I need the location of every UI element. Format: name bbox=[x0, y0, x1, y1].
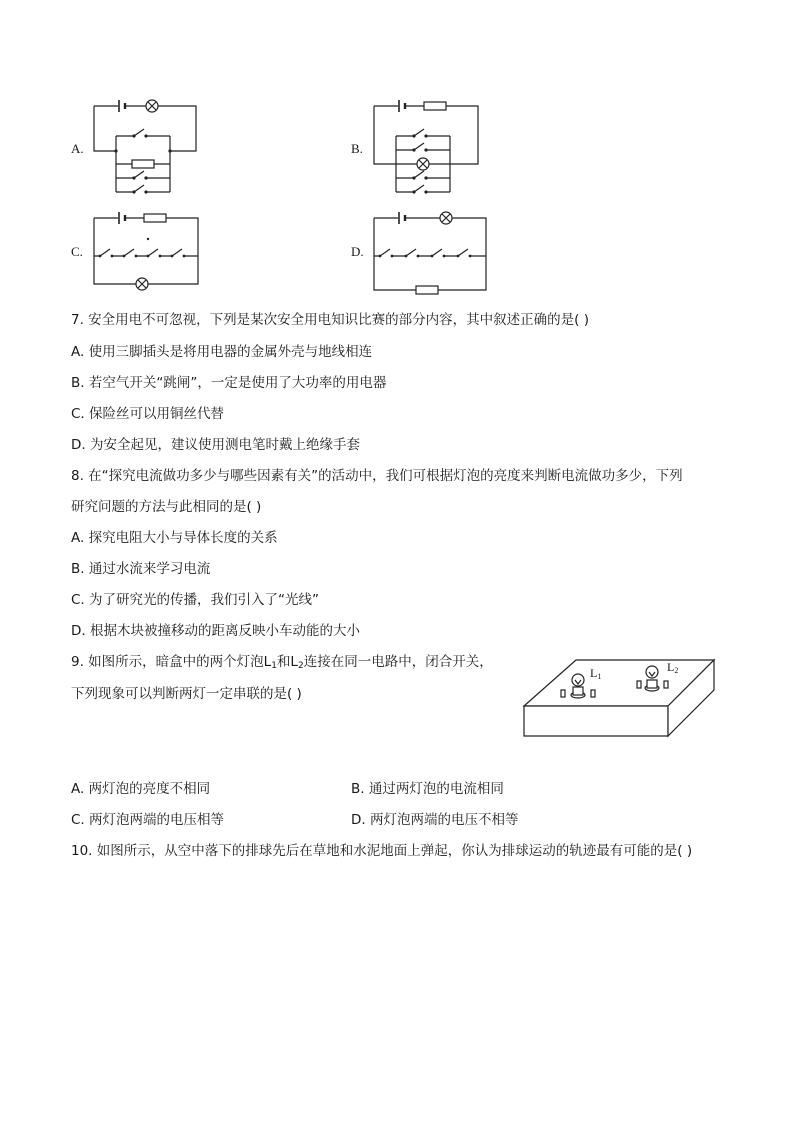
question-7-option-b: B. 若空气开关“跳闸”，一定是使用了大功率的用电器 bbox=[71, 375, 387, 391]
option-label-a: A. bbox=[71, 141, 84, 156]
question-9-stem-line-1 bbox=[71, 652, 493, 676]
circuit-diagram-a bbox=[86, 96, 206, 200]
question-10-stem: 10. 如图所示，从空中落下的排球先后在草地和水泥地面上弹起，你认为排球运动的轨迹最有可能的是( ) bbox=[71, 843, 693, 859]
circuit-diagram-c bbox=[86, 206, 206, 294]
question-8-option-b: B. 通过水流来学习电流 bbox=[71, 561, 211, 577]
circuit-diagram-b bbox=[366, 96, 486, 200]
dark-box-figure bbox=[518, 650, 722, 742]
subscript: 1 bbox=[271, 661, 277, 671]
question-8-option-d: D. 根据木块被撞移动的距离反映小车动能的大小 bbox=[71, 623, 360, 639]
option-label-b: B. bbox=[351, 141, 363, 156]
question-9-option-a: A. 两灯泡的亮度不相同 bbox=[71, 781, 211, 797]
question-8-stem-line-1: 8. 在“探究电流做功多少与哪些因素有关”的活动中，我们可根据灯泡的亮度来判断电流做功多少，下列 bbox=[71, 468, 683, 484]
question-9-option-b: B. 通过两灯泡的电流相同 bbox=[351, 781, 504, 797]
stem-text: 9. 如图所示，暗盒中的两个灯泡L bbox=[71, 654, 272, 670]
option-label-d: D. bbox=[351, 244, 364, 259]
stem-text: 连接在同一电路中，闭合开关， bbox=[303, 654, 493, 670]
question-8-option-c: C. 为了研究光的传播，我们引入了“光线” bbox=[71, 592, 319, 608]
subscript: 1 bbox=[597, 672, 602, 681]
bulb-l1-label bbox=[590, 666, 601, 681]
question-8-option-a: A. 探究电阻大小与导体长度的关系 bbox=[71, 530, 278, 546]
stem-text: 和L bbox=[276, 654, 298, 670]
question-7-stem: 7. 安全用电不可忽视，下列是某次安全用电知识比赛的部分内容，其中叙述正确的是( ) bbox=[71, 312, 589, 328]
subscript: 2 bbox=[674, 666, 679, 675]
question-7-option-a: A. 使用三脚插头是将用电器的金属外壳与地线相连 bbox=[71, 344, 373, 360]
question-9-option-c: C. 两灯泡两端的电压相等 bbox=[71, 812, 225, 828]
circuit-diagram-d bbox=[366, 206, 494, 296]
label-text: L bbox=[667, 660, 675, 674]
option-label-c: C. bbox=[71, 244, 83, 259]
question-9-option-d: D. 两灯泡两端的电压不相等 bbox=[351, 812, 519, 828]
question-9-stem-line-2: 下列现象可以判断两灯一定串联的是( ) bbox=[71, 686, 302, 702]
question-7-option-d: D. 为安全起见，建议使用测电笔时戴上绝缘手套 bbox=[71, 437, 360, 453]
question-7-option-c: C. 保险丝可以用铜丝代替 bbox=[71, 406, 225, 422]
subscript: 2 bbox=[297, 661, 304, 671]
question-8-stem-line-2: 研究问题的方法与此相同的是( ) bbox=[71, 499, 262, 515]
label-text: L bbox=[590, 666, 598, 680]
bulb-l2-label bbox=[667, 660, 678, 675]
